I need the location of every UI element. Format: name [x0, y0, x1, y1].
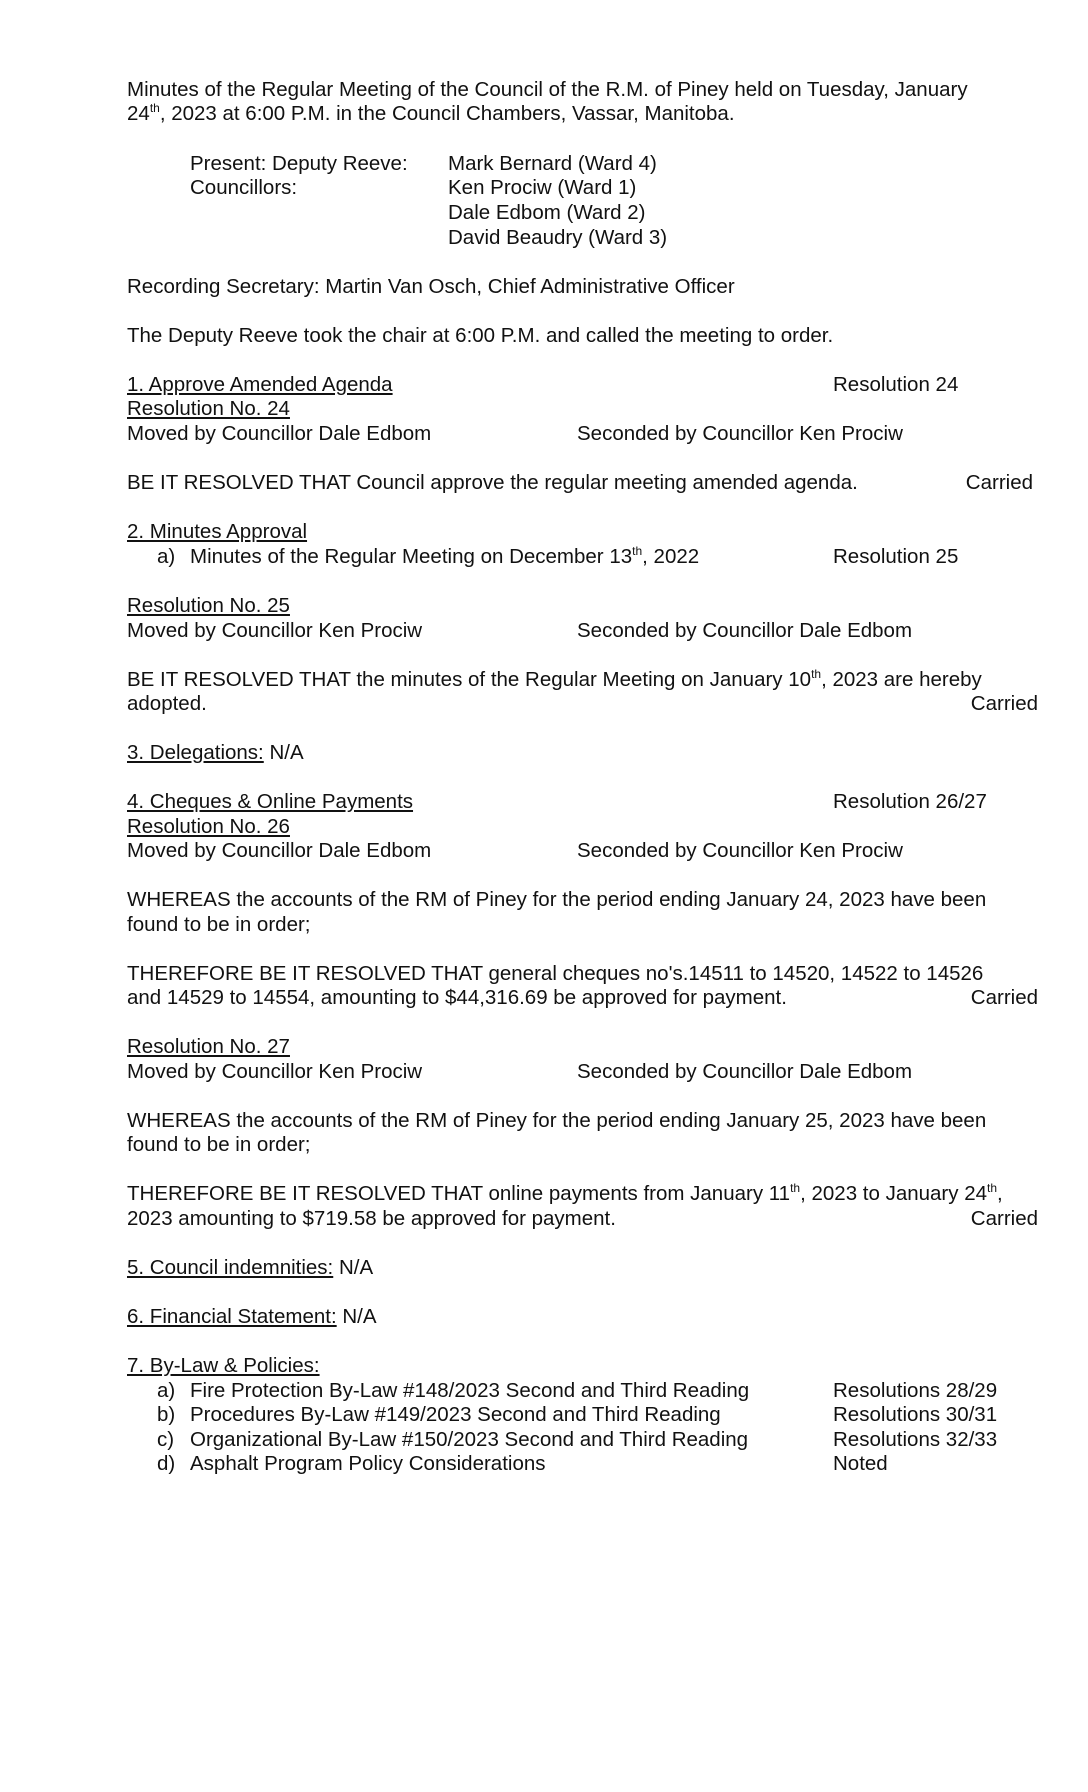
section-6: [127, 1305, 377, 1330]
bylaw-item-letter: a): [157, 1379, 176, 1402]
resolution-27-whereas-1: WHEREAS the accounts of the RM of Piney for the period ending January 25, 2023 have been: [127, 1109, 987, 1132]
present-name: Mark Bernard (Ward 4): [448, 152, 657, 175]
resolution-24-text: BE IT RESOLVED THAT Council approve the regular meeting amended agenda.: [127, 471, 858, 494]
section-1-ref: Resolution 24: [833, 373, 959, 396]
bylaw-item-ref: Resolutions 32/33: [833, 1428, 998, 1451]
section-2-heading: 2. Minutes Approval: [127, 520, 308, 543]
resolution-26-whereas-1: WHEREAS the accounts of the RM of Piney for the period ending January 24, 2023 have been: [127, 888, 987, 911]
resolution-26-whereas-2: found to be in order;: [127, 913, 311, 936]
call-to-order: The Deputy Reeve took the chair at 6:00 P.M. and called the meeting to order.: [127, 324, 834, 347]
bylaw-item-text: Asphalt Program Policy Considerations: [190, 1452, 546, 1475]
resolution-24-moved: Moved by Councillor Dale Edbom: [127, 422, 432, 445]
bylaw-item-ref: Resolutions 28/29: [833, 1379, 998, 1402]
bylaw-item-letter: b): [157, 1403, 176, 1426]
section-5-heading: 5. Council indemnities:: [127, 1256, 334, 1279]
resolution-26-title: Resolution No. 26: [127, 815, 290, 838]
resolution-26-moved: Moved by Councillor Dale Edbom: [127, 839, 432, 862]
section-6-heading: 6. Financial Statement:: [127, 1305, 337, 1328]
resolution-24-title: Resolution No. 24: [127, 397, 290, 420]
bylaw-item-ref: Resolutions 30/31: [833, 1403, 998, 1426]
councillors-label: Councillors:: [190, 176, 298, 199]
resolution-27-moved: Moved by Councillor Ken Prociw: [127, 1060, 423, 1083]
resolution-27-seconded: Seconded by Councillor Dale Edbom: [577, 1060, 913, 1083]
resolution-25-status: Carried: [970, 692, 1038, 715]
resolution-27-therefore-2: 2023 amounting to $719.58 be approved for payment.: [127, 1207, 616, 1230]
bylaw-item-text: Procedures By-Law #149/2023 Second and Third Reading: [190, 1403, 721, 1426]
bylaw-item-letter: c): [157, 1428, 175, 1451]
header-line-1: Minutes of the Regular Meeting of the Council of the R.M. of Piney held on Tuesday, January: [127, 78, 968, 101]
section-7-heading: 7. By-Law & Policies:: [127, 1354, 320, 1377]
councillor-name: David Beaudry (Ward 3): [448, 226, 668, 249]
section-3: [127, 741, 304, 766]
section-3-value: N/A: [269, 741, 304, 764]
resolution-27-therefore-1: THEREFORE BE IT RESOLVED THAT online payments from January 11th, 2023 to January 24th,: [127, 1181, 1003, 1205]
resolution-26-seconded: Seconded by Councillor Ken Prociw: [577, 839, 903, 862]
resolution-24-status: Carried: [965, 471, 1033, 494]
section-2-item-text: Minutes of the Regular Meeting on December 13th, 2022: [190, 544, 700, 568]
bylaw-item-letter: d): [157, 1452, 176, 1475]
section-4-ref: Resolution 26/27: [833, 790, 987, 813]
resolution-26-status: Carried: [970, 986, 1038, 1009]
councillor-name: Ken Prociw (Ward 1): [448, 176, 637, 199]
resolution-25-seconded: Seconded by Councillor Dale Edbom: [577, 619, 913, 642]
resolution-27-status: Carried: [970, 1207, 1038, 1230]
section-5-value: N/A: [338, 1256, 374, 1279]
resolution-26-therefore-2: and 14529 to 14554, amounting to $44,316.69 be approved for payment.: [127, 986, 787, 1009]
recording-secretary: Recording Secretary: Martin Van Osch, Chief Administrative Officer: [127, 275, 735, 298]
resolution-25-moved: Moved by Councillor Ken Prociw: [127, 619, 423, 642]
header-line-2: 24th, 2023 at 6:00 P.M. in the Council Chambers, Vassar, Manitoba.: [127, 101, 735, 125]
resolution-24-seconded: Seconded by Councillor Ken Prociw: [577, 422, 903, 445]
section-1-heading: 1. Approve Amended Agenda: [127, 373, 393, 396]
resolution-26-therefore-1: THEREFORE BE IT RESOLVED THAT general cheques no's.14511 to 14520, 14522 to 14526: [127, 962, 984, 985]
bylaw-item-ref: Noted: [833, 1452, 888, 1475]
resolution-25-title: Resolution No. 25: [127, 594, 290, 617]
present-label: Present: Deputy Reeve:: [190, 152, 408, 175]
section-3-heading: 3. Delegations:: [127, 741, 264, 764]
resolution-25-text-1: BE IT RESOLVED THAT the minutes of the Regular Meeting on January 10th, 2023 are hereby: [127, 667, 982, 691]
councillor-name: Dale Edbom (Ward 2): [448, 201, 646, 224]
section-2-item-letter: a): [157, 545, 176, 568]
section-6-value: N/A: [342, 1305, 377, 1328]
resolution-27-title: Resolution No. 27: [127, 1035, 290, 1058]
bylaw-item-text: Fire Protection By-Law #148/2023 Second and Third Reading: [190, 1379, 750, 1402]
section-4-heading: 4. Cheques & Online Payments: [127, 790, 414, 813]
section-5: [127, 1256, 373, 1281]
section-2-item-ref: Resolution 25: [833, 545, 959, 568]
resolution-27-whereas-2: found to be in order;: [127, 1133, 311, 1156]
bylaw-item-text: Organizational By-Law #150/2023 Second and Third Reading: [190, 1428, 749, 1451]
resolution-25-text-2: adopted.: [127, 692, 207, 715]
